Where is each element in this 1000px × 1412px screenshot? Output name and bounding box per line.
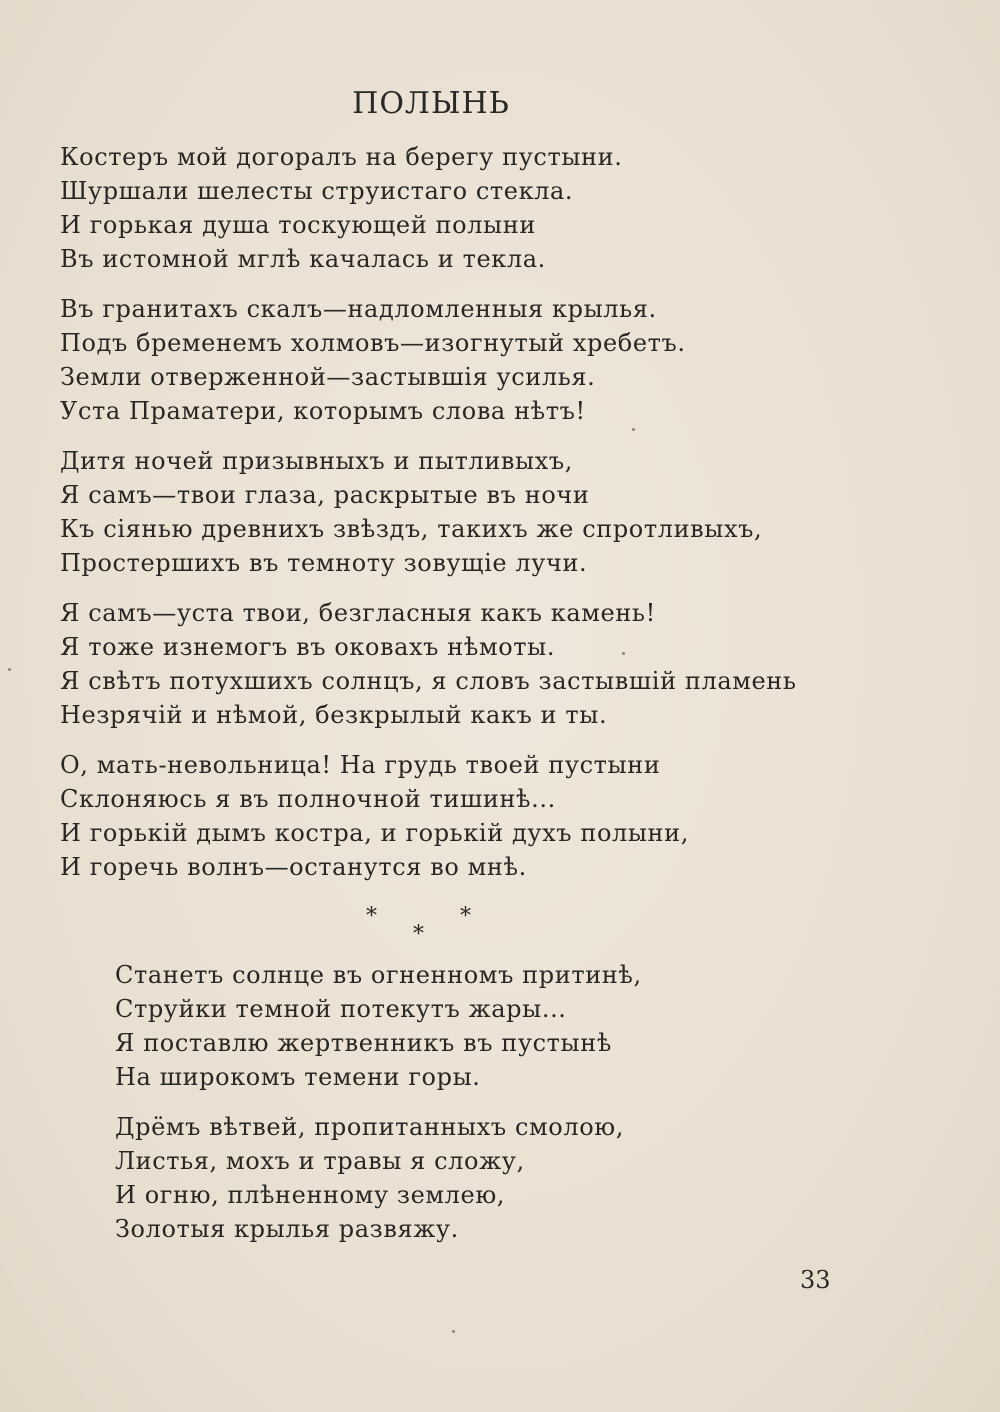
verse-line: И горечь волнъ—останутся во мнѣ. (60, 853, 527, 881)
poem-main (60, 140, 850, 900)
section-asterism (360, 904, 490, 954)
paper-speck (452, 1330, 455, 1333)
verse-line: Я свѣтъ потухшихъ солнцъ, я словъ застывшій пламень (60, 667, 797, 695)
verse-line: Станетъ солнце въ огненномъ притинѣ, (115, 961, 642, 989)
verse-line: Костеръ мой догоралъ на берегу пустыни. (60, 143, 623, 171)
stanza (60, 140, 850, 276)
verse-line: Простершихъ въ темноту зовущіе лучи. (60, 549, 588, 577)
verse-line: Дитя ночей призывныхъ и пытливыхъ, (60, 447, 573, 475)
verse-line: И горькій дымъ костра, и горькій духъ полыни, (60, 819, 689, 847)
paper-speck (8, 668, 11, 671)
verse-line: И огню, плѣненному землею, (115, 1181, 506, 1209)
stanza (60, 748, 850, 884)
asterisk-glyph: * (460, 904, 471, 929)
poem-second (115, 958, 835, 1262)
paper-speck (622, 652, 625, 655)
verse-line: Я поставлю жертвенникъ въ пустынѣ (115, 1029, 612, 1057)
verse-line: Я самъ—твои глаза, раскрытые въ ночи (60, 481, 590, 509)
stanza (115, 958, 835, 1094)
page-number: 33 (800, 1266, 831, 1294)
paper-speck (632, 428, 635, 431)
verse-line: Я самъ—уста твои, безгласныя какъ камень! (60, 599, 656, 627)
verse-line: О, мать-невольница! На грудь твоей пустыни (60, 751, 661, 779)
verse-line: Къ сіянью древнихъ звѣздъ, такихъ же спротливыхъ, (60, 515, 763, 543)
verse-line: Земли отверженной—застывшія усилья. (60, 363, 596, 391)
verse-line: Струйки темной потекутъ жары... (115, 995, 567, 1023)
verse-line: Въ гранитахъ скалъ—надломленныя крылья. (60, 295, 657, 323)
asterisk-glyph: * (413, 922, 424, 947)
verse-line: Листья, мохъ и травы я сложу, (115, 1147, 525, 1175)
stanza (60, 292, 850, 428)
verse-line: Уста Праматери, которымъ слова нѣтъ! (60, 397, 586, 425)
stanza (60, 444, 850, 580)
poem-title: ПОЛЫНЬ (352, 86, 510, 121)
stanza (60, 596, 850, 732)
verse-line: Незрячій и нѣмой, безкрылый какъ и ты. (60, 701, 608, 729)
verse-line: И горькая душа тоскующей полыни (60, 211, 536, 239)
verse-line: Подъ бременемъ холмовъ—изогнутый хребетъ. (60, 329, 686, 357)
stanza (115, 1110, 835, 1246)
verse-line: Въ истомной мглѣ качалась и текла. (60, 245, 546, 273)
verse-line: Дрёмъ вѣтвей, пропитанныхъ смолою, (115, 1113, 624, 1141)
verse-line: Склоняюсь я въ полночной тишинѣ... (60, 785, 556, 813)
verse-line: Шуршали шелесты струистаго стекла. (60, 177, 574, 205)
verse-line: На широкомъ темени горы. (115, 1063, 481, 1091)
asterisk-glyph: * (366, 904, 377, 929)
verse-line: Я тоже изнемогъ въ оковахъ нѣмоты. (60, 633, 556, 661)
verse-line: Золотыя крылья развяжу. (115, 1215, 459, 1243)
